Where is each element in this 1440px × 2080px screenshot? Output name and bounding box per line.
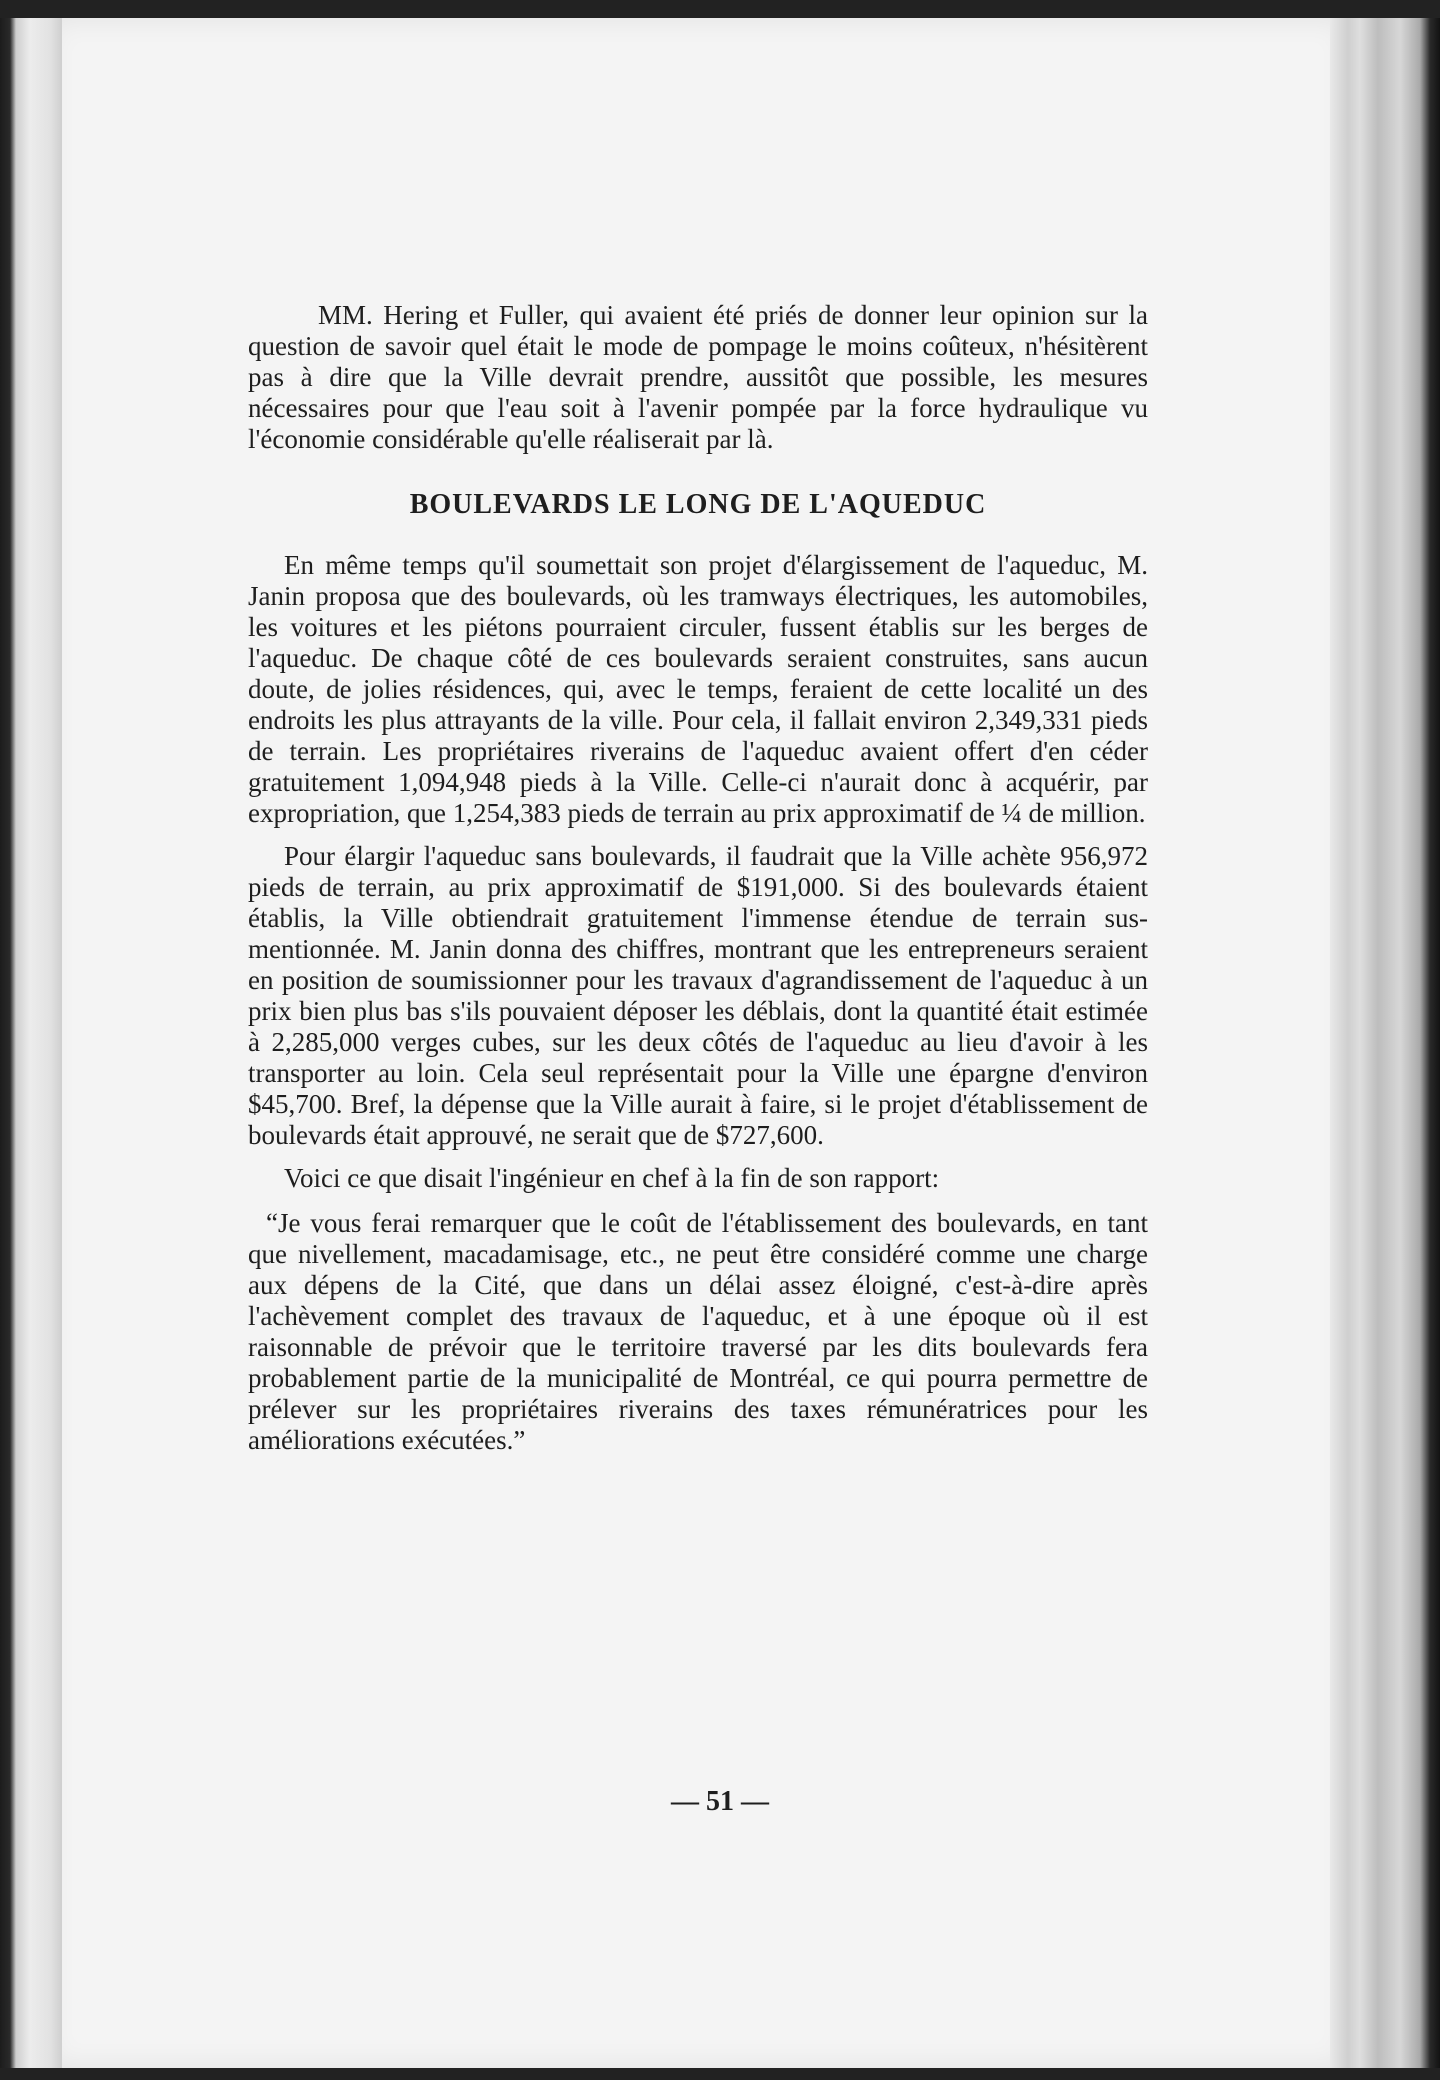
page-number: — 51 — [671,1786,769,1817]
section-heading: BOULEVARDS LE LONG DE L'AQUEDUC [409,489,987,520]
left-page-edge [0,18,62,2068]
paragraph-cost-comparison: Pour élargir l'aqueduc sans boulevards, il faudrait que la Ville achète 956,972 pieds de terrain, au prix approximatif de $191,000. Si des boulevards étaient établis, la Ville obtiendrait gratuitement l'immense étendue de terrain sus-mentionnée. M. Janin donna des chiffres, montrant que les entrepreneurs seraient en position de soumissionner pour les travaux d'agrandissement de l'aqueduc à un prix bien plus bas s'ils pouvaient déposer les déblais, dont la quantité était estimée à 2,285,000 verges cubes, sur les deux côtés de l'aqueduc au lieu d'avoir à les transporter au loin. Cela seul représentait pour la Ville une épargne d'environ $45,700. Bref, la dépense que la Ville aurait à faire, si le projet d'établissement de boulevards était approuvé, ne serait que de $727,600. [248,841,1148,1150]
paragraph-report-intro: Voici ce que disait l'ingénieur en chef à la fin de son rapport: [284,1163,940,1193]
engineer-quote: “Je vous ferai remarquer que le coût de l'établissement des boulevards, en tant que nivellement, macadamisage, etc., ne peut être considéré comme une charge aux dépens de la Cité, que dans un délai assez éloigné, c'est-à-dire après l'achèvement complet des travaux de l'aqueduc, et à une époque où il est raisonnable de prévoir que le territoire traversé par les dits boulevards fera probablement partie de la municipalité de Montréal, ce qui pourra permettre de prélever sur les propriétaires riverains des taxes rémunératrices pour les améliorations exécutées.” [248,1208,1148,1455]
right-binding-edge [1330,18,1440,2068]
paragraph-janin-proposal: En même temps qu'il soumettait son projet d'élargissement de l'aqueduc, M. Janin proposa que des boulevards, où les tramways électriques, les automobiles, les voitures et les piétons pourraient circuler, fussent établis sur les berges de l'aqueduc. De chaque côté de ces boulevards seraient construites, sans aucun doute, de jolies résidences, qui, avec le temps, feraient de cette localité un des endroits les plus attrayants de la ville. Pour cela, il fallait environ 2,349,331 pieds de terrain. Les propriétaires riverains de l'aqueduc avaient offert d'en céder gratuitement 1,094,948 pieds à la Ville. Celle-ci n'aurait donc à acquérir, par expropriation, que 1,254,383 pieds de terrain au prix approximatif de ¼ de million. [248,550,1148,828]
page-text [248,300,1148,1456]
paragraph-pumping: MM. Hering et Fuller, qui avaient été priés de donner leur opinion sur la question de savoir quel était le mode de pompage le moins coûteux, n'hésitèrent pas à dire que la Ville devrait prendre, aussitôt que possible, les mesures nécessaires pour que l'eau soit à l'avenir pompée par la force hydraulique vu l'économie considérable qu'elle réaliserait par là. [248,300,1148,454]
